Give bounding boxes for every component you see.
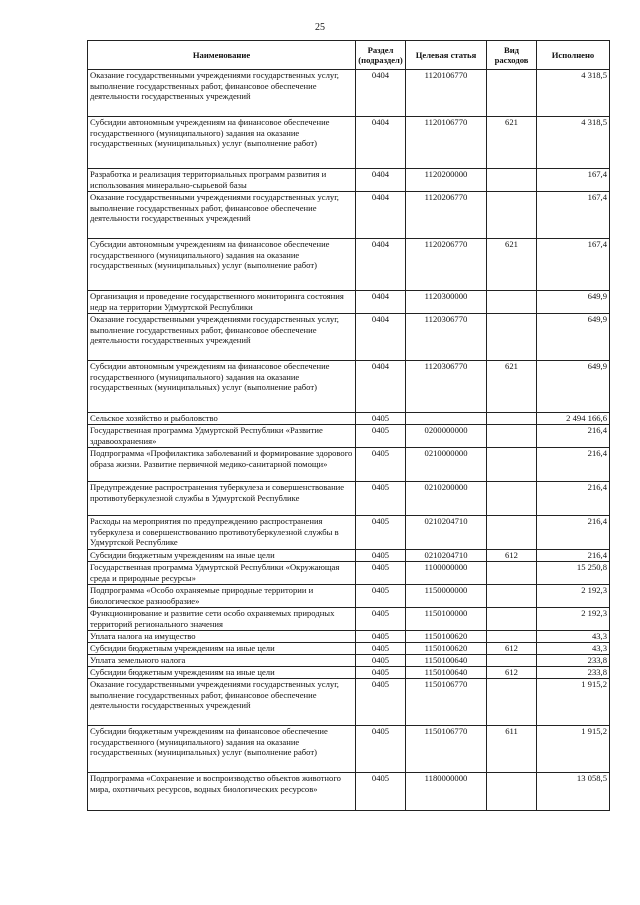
table-row	[88, 192, 610, 239]
table-body	[88, 70, 610, 811]
row-section-cell: 0404	[356, 361, 406, 413]
row-type-cell	[487, 169, 537, 192]
row-executed-cell: 216,4	[537, 550, 610, 562]
row-executed-cell: 216,4	[537, 516, 610, 550]
row-type-cell	[487, 448, 537, 482]
row-article-cell: 0210200000	[406, 482, 487, 516]
row-article-cell: 1150100620	[406, 643, 487, 655]
row-executed-cell: 43,3	[537, 643, 610, 655]
row-executed-cell: 1 915,2	[537, 679, 610, 726]
row-article-cell: 1150100640	[406, 667, 487, 679]
row-executed-cell: 216,4	[537, 448, 610, 482]
row-executed-cell: 216,4	[537, 482, 610, 516]
row-article-cell: 1150100000	[406, 608, 487, 631]
table-row	[88, 773, 610, 811]
row-executed-cell: 649,9	[537, 314, 610, 361]
row-name-cell: Оказание государственными учреждениями государственных услуг, выполнение государственных работ, финансовое обеспечение деятельности государственных учреждений	[88, 314, 356, 361]
row-article-cell: 0200000000	[406, 425, 487, 448]
row-section-cell: 0405	[356, 667, 406, 679]
row-name-cell: Уплата земельного налога	[88, 655, 356, 667]
row-section-cell: 0404	[356, 169, 406, 192]
table-header-row	[88, 41, 610, 70]
row-section-cell: 0405	[356, 655, 406, 667]
row-name-cell: Уплата налога на имущество	[88, 631, 356, 643]
row-executed-cell: 233,8	[537, 655, 610, 667]
row-executed-cell: 4 318,5	[537, 70, 610, 117]
row-executed-cell: 2 192,3	[537, 585, 610, 608]
row-section-cell: 0404	[356, 192, 406, 239]
table-row	[88, 550, 610, 562]
row-section-cell: 0405	[356, 679, 406, 726]
table-row	[88, 117, 610, 169]
row-type-cell	[487, 70, 537, 117]
row-name-cell: Функционирование и развитие сети особо охраняемых природных территорий регионального значения	[88, 608, 356, 631]
row-article-cell: 1120106770	[406, 117, 487, 169]
row-article-cell: 1100000000	[406, 562, 487, 585]
table-row	[88, 169, 610, 192]
row-article-cell: 1120306770	[406, 361, 487, 413]
row-name-cell: Предупреждение распространения туберкулеза и совершенствование противотуберкулезной службы в Удмуртской Республике	[88, 482, 356, 516]
header-section: Раздел (подраздел)	[356, 41, 406, 70]
row-article-cell: 1120200000	[406, 169, 487, 192]
row-section-cell: 0405	[356, 726, 406, 773]
row-type-cell	[487, 655, 537, 667]
row-section-cell: 0405	[356, 413, 406, 425]
row-executed-cell: 233,8	[537, 667, 610, 679]
row-executed-cell: 167,4	[537, 192, 610, 239]
row-section-cell: 0405	[356, 773, 406, 811]
row-section-cell: 0404	[356, 291, 406, 314]
row-section-cell: 0404	[356, 117, 406, 169]
row-executed-cell: 167,4	[537, 169, 610, 192]
row-type-cell	[487, 516, 537, 550]
row-name-cell: Расходы на мероприятия по предупреждению распространения туберкулеза и совершенствованию противотуберкулезной службы в Удмуртской Республике	[88, 516, 356, 550]
page-number: 25	[315, 22, 325, 33]
row-article-cell: 1120300000	[406, 291, 487, 314]
header-target-article: Целевая статья	[406, 41, 487, 70]
row-section-cell: 0405	[356, 585, 406, 608]
row-section-cell: 0405	[356, 425, 406, 448]
table-row	[88, 562, 610, 585]
row-executed-cell: 2 494 166,6	[537, 413, 610, 425]
row-type-cell: 621	[487, 117, 537, 169]
row-executed-cell: 2 192,3	[537, 608, 610, 631]
row-type-cell: 612	[487, 643, 537, 655]
row-section-cell: 0404	[356, 70, 406, 117]
table-row	[88, 70, 610, 117]
table-row	[88, 314, 610, 361]
row-section-cell: 0405	[356, 631, 406, 643]
row-name-cell: Субсидии автономным учреждениям на финансовое обеспечение государственного (муниципального) задания на оказание государственных (муниципальных) услуг (выполнение работ)	[88, 239, 356, 291]
row-executed-cell: 4 318,5	[537, 117, 610, 169]
row-name-cell: Разработка и реализация территориальных программ развития и использования минерально-сырьевой базы	[88, 169, 356, 192]
row-type-cell: 621	[487, 239, 537, 291]
table-row	[88, 631, 610, 643]
row-type-cell	[487, 585, 537, 608]
row-type-cell	[487, 631, 537, 643]
row-article-cell: 1150100640	[406, 655, 487, 667]
row-name-cell: Субсидии автономным учреждениям на финансовое обеспечение государственного (муниципального) задания на оказание государственных (муниципальных) услуг (выполнение работ)	[88, 361, 356, 413]
row-executed-cell: 15 250,8	[537, 562, 610, 585]
row-article-cell: 0210204710	[406, 550, 487, 562]
row-executed-cell: 167,4	[537, 239, 610, 291]
row-name-cell: Оказание государственными учреждениями государственных услуг, выполнение государственных работ, финансовое обеспечение деятельности государственных учреждений	[88, 192, 356, 239]
row-name-cell: Государственная программа Удмуртской Республики «Развитие здравоохранения»	[88, 425, 356, 448]
table-row	[88, 655, 610, 667]
row-name-cell: Подпрограмма «Профилактика заболеваний и формирование здорового образа жизни. Развитие первичной медико-санитарной помощи»	[88, 448, 356, 482]
row-section-cell: 0405	[356, 643, 406, 655]
row-name-cell: Субсидии бюджетным учреждениям на иные цели	[88, 643, 356, 655]
header-name: Наименование	[88, 41, 356, 70]
row-executed-cell: 649,9	[537, 291, 610, 314]
row-article-cell: 1120306770	[406, 314, 487, 361]
row-name-cell: Субсидии бюджетным учреждениям на финансовое обеспечение государственного (муниципального) задания на оказание государственных (муниципальных) услуг (выполнение работ)	[88, 726, 356, 773]
row-name-cell: Оказание государственными учреждениями государственных услуг, выполнение государственных работ, финансовое обеспечение деятельности государственных учреждений	[88, 70, 356, 117]
header-expense-type: Вид расходов	[487, 41, 537, 70]
row-article-cell	[406, 413, 487, 425]
table-row	[88, 608, 610, 631]
row-type-cell	[487, 425, 537, 448]
row-section-cell: 0405	[356, 608, 406, 631]
table-row	[88, 667, 610, 679]
row-executed-cell: 649,9	[537, 361, 610, 413]
row-section-cell: 0405	[356, 550, 406, 562]
row-executed-cell: 216,4	[537, 425, 610, 448]
row-article-cell: 1120206770	[406, 239, 487, 291]
row-article-cell: 1150106770	[406, 679, 487, 726]
row-name-cell: Оказание государственными учреждениями государственных услуг, выполнение государственных работ, финансовое обеспечение деятельности государственных учреждений	[88, 679, 356, 726]
row-type-cell: 611	[487, 726, 537, 773]
row-article-cell: 1120206770	[406, 192, 487, 239]
row-type-cell	[487, 608, 537, 631]
table-row	[88, 361, 610, 413]
row-type-cell	[487, 291, 537, 314]
row-article-cell: 1150000000	[406, 585, 487, 608]
table-row	[88, 585, 610, 608]
row-executed-cell: 1 915,2	[537, 726, 610, 773]
row-name-cell: Сельское хозяйство и рыболовство	[88, 413, 356, 425]
row-section-cell: 0405	[356, 482, 406, 516]
row-article-cell: 0210204710	[406, 516, 487, 550]
table-row	[88, 643, 610, 655]
row-executed-cell: 43,3	[537, 631, 610, 643]
row-name-cell: Субсидии автономным учреждениям на финансовое обеспечение государственного (муниципального) задания на оказание государственных (муниципальных) услуг (выполнение работ)	[88, 117, 356, 169]
table-row	[88, 726, 610, 773]
row-section-cell: 0404	[356, 314, 406, 361]
table-row	[88, 413, 610, 425]
row-type-cell	[487, 679, 537, 726]
row-type-cell	[487, 413, 537, 425]
row-name-cell: Подпрограмма «Сохранение и воспроизводство объектов животного мира, охотничьих ресурсов, водных биологических ресурсов»	[88, 773, 356, 811]
row-name-cell: Субсидии бюджетным учреждениям на иные цели	[88, 550, 356, 562]
row-section-cell: 0405	[356, 562, 406, 585]
row-article-cell: 0210000000	[406, 448, 487, 482]
row-executed-cell: 13 058,5	[537, 773, 610, 811]
budget-execution-table	[87, 40, 610, 811]
row-type-cell	[487, 773, 537, 811]
row-section-cell: 0404	[356, 239, 406, 291]
row-article-cell: 1180000000	[406, 773, 487, 811]
table-row	[88, 482, 610, 516]
table-row	[88, 291, 610, 314]
row-article-cell: 1150106770	[406, 726, 487, 773]
row-name-cell: Субсидии бюджетным учреждениям на иные цели	[88, 667, 356, 679]
row-type-cell	[487, 562, 537, 585]
header-executed: Исполнено	[537, 41, 610, 70]
row-type-cell: 612	[487, 667, 537, 679]
row-type-cell	[487, 482, 537, 516]
row-type-cell: 621	[487, 361, 537, 413]
row-section-cell: 0405	[356, 448, 406, 482]
row-article-cell: 1120106770	[406, 70, 487, 117]
row-name-cell: Подпрограмма «Особо охраняемые природные территории и биологическое разнообразие»	[88, 585, 356, 608]
table-row	[88, 448, 610, 482]
table-row	[88, 239, 610, 291]
row-name-cell: Государственная программа Удмуртской Республики «Окружающая среда и природные ресурсы»	[88, 562, 356, 585]
table-row	[88, 425, 610, 448]
table-row	[88, 679, 610, 726]
row-section-cell: 0405	[356, 516, 406, 550]
row-type-cell: 612	[487, 550, 537, 562]
row-article-cell: 1150100620	[406, 631, 487, 643]
row-type-cell	[487, 192, 537, 239]
row-type-cell	[487, 314, 537, 361]
row-name-cell: Организация и проведение государственного мониторинга состояния недр на территории Удмуртской Республики	[88, 291, 356, 314]
table-row	[88, 516, 610, 550]
